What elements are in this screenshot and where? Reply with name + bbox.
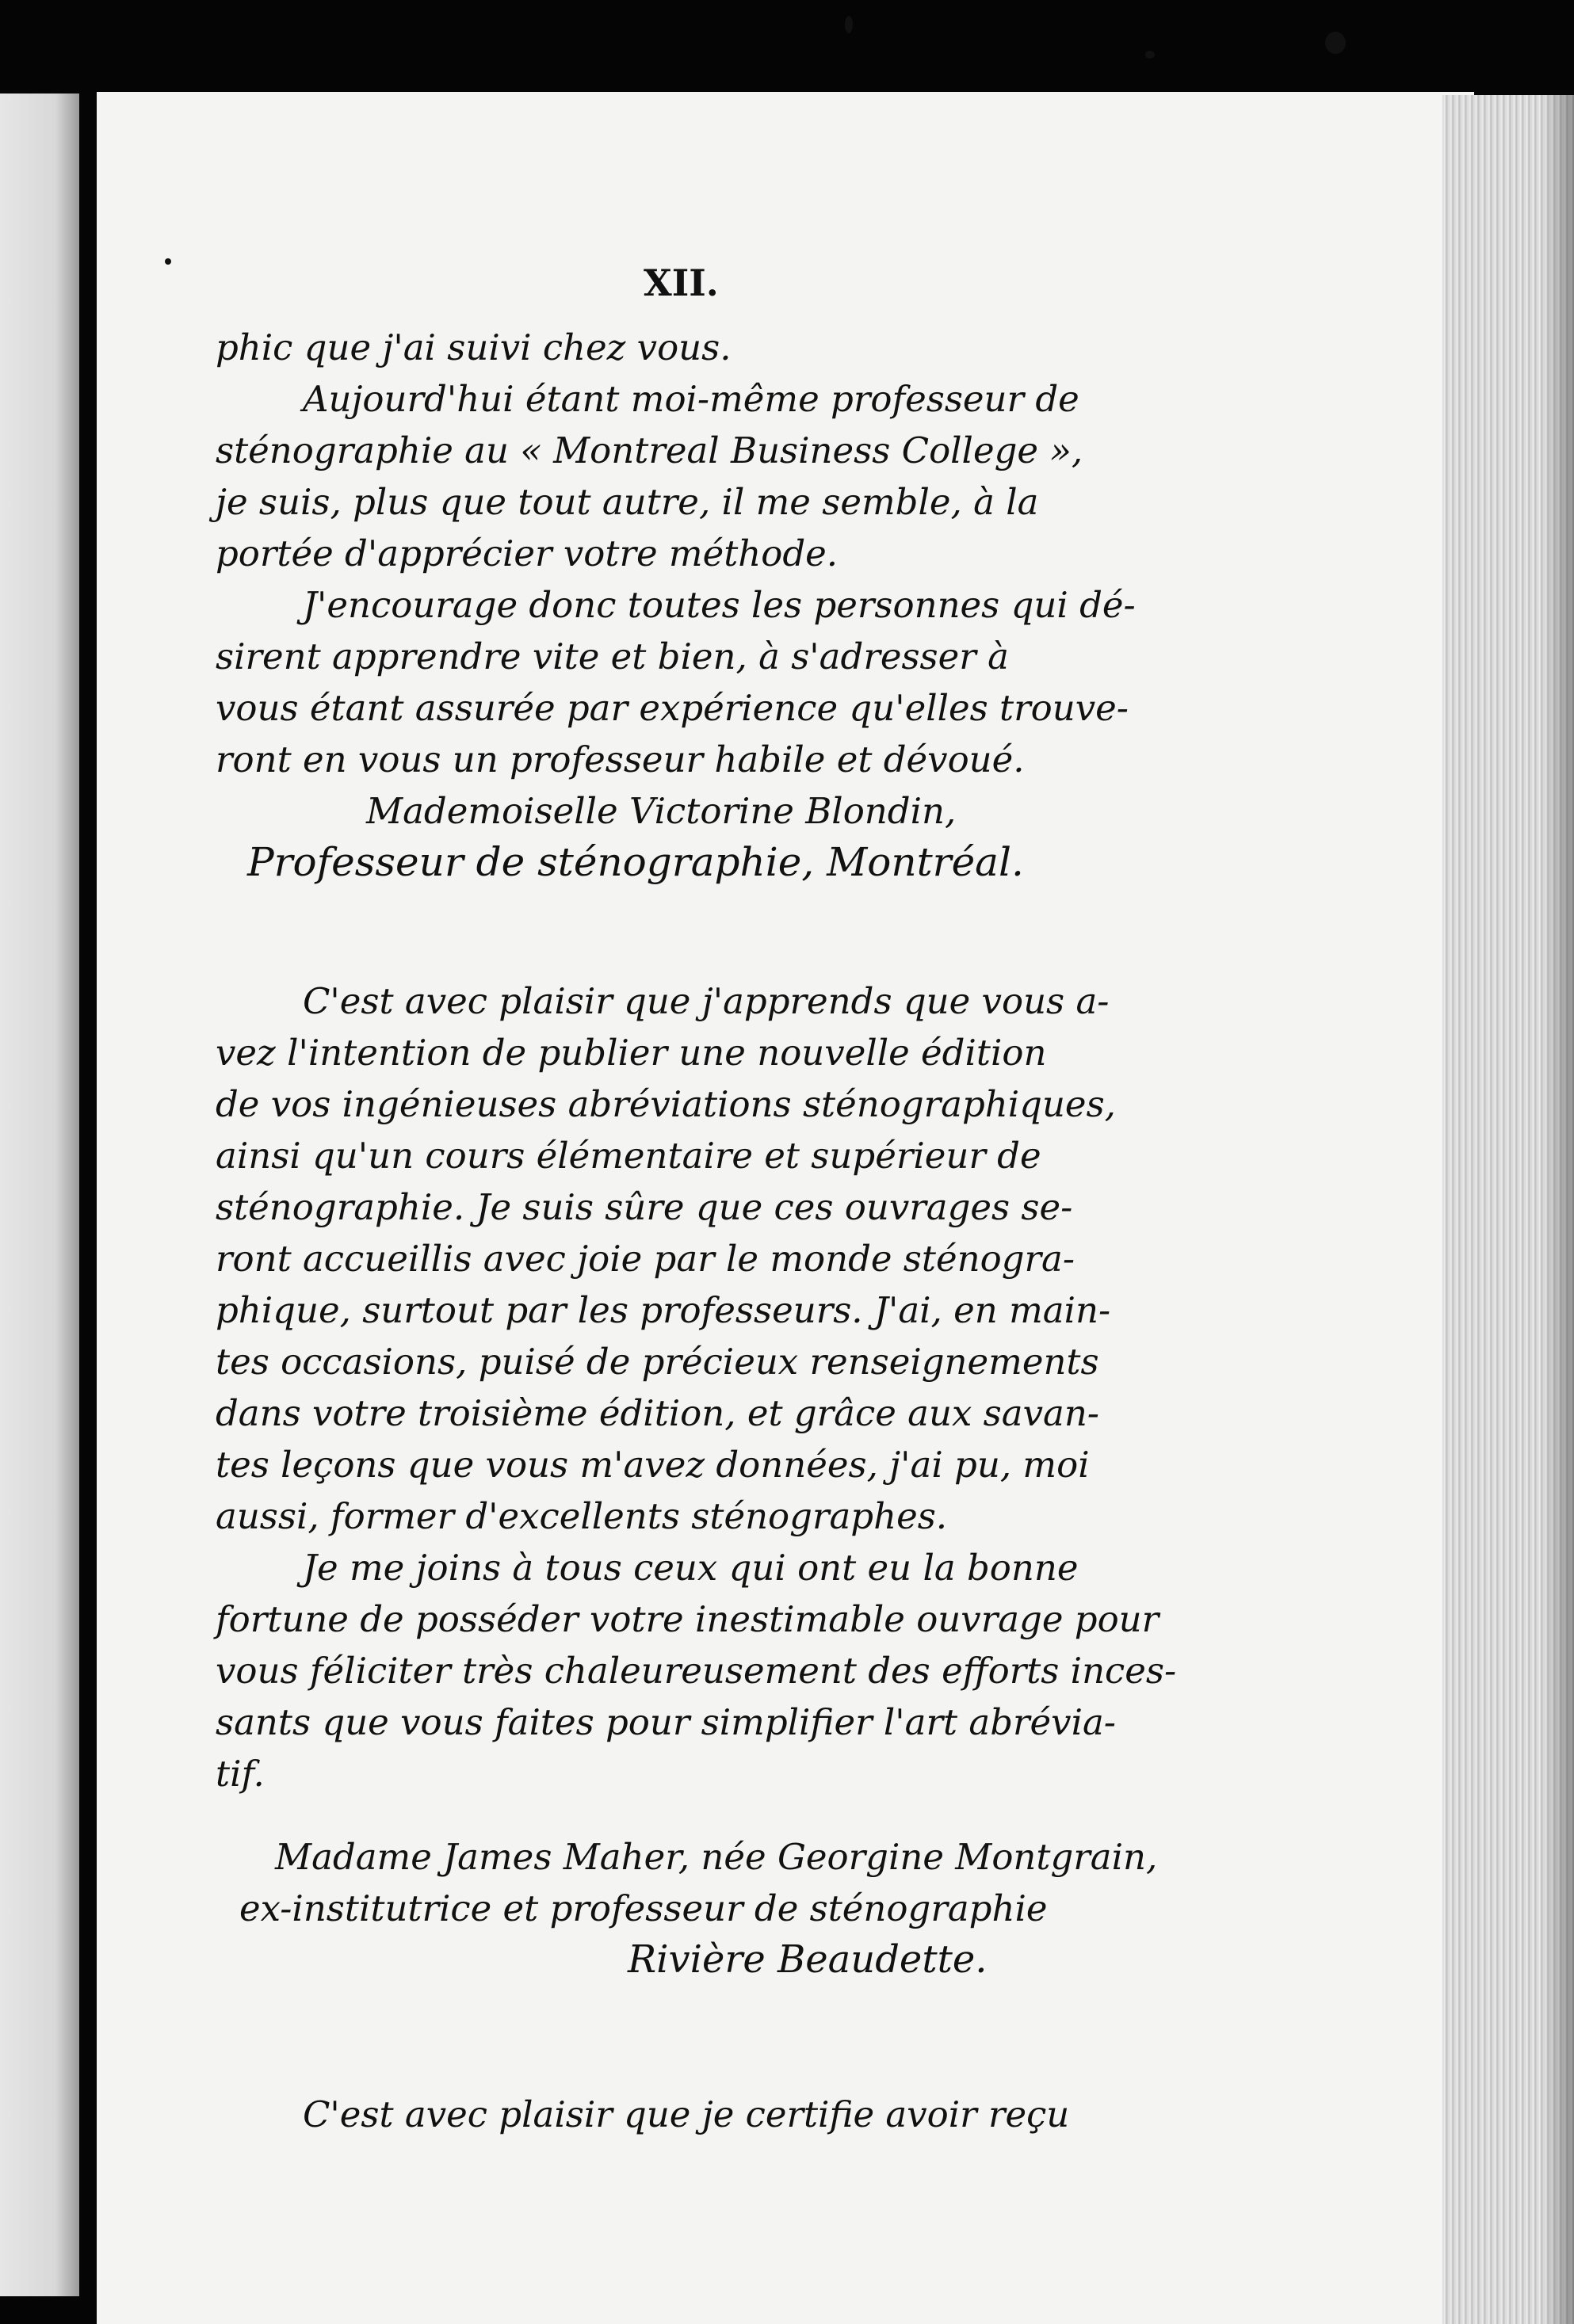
page-stack-edge [1442,95,1574,2324]
signature-name: Madame James Maher, née Georgine Montgrain, [275,1836,1158,1878]
text-line: J'encourage donc toutes les personnes qui dé- [303,584,1136,626]
text-line: aussi, former d'excellents sténographes. [216,1495,948,1537]
text-line: ainsi qu'un cours élémentaire et supérieur de [216,1135,1041,1177]
ink-speck [1145,51,1155,59]
text-line: tes occasions, puisé de précieux renseignements [216,1341,1099,1383]
text-line: dans votre troisième édition, et grâce aux savan- [216,1392,1100,1434]
text-line: phic que j'ai suivi chez vous. [216,326,732,368]
ink-speck [165,258,171,265]
signature-title: Professeur de sténographie, Montréal. [247,839,1024,885]
signature-place: Rivière Beaudette. [628,1937,988,1982]
page-number: XII. [644,261,719,304]
text-line: Je me joins à tous ceux qui ont eu la bonne [303,1547,1079,1589]
text-line: vous étant assurée par expérience qu'elles trouve- [216,687,1129,729]
text-line: de vos ingénieuses abréviations sténographiques, [216,1083,1116,1125]
text-line: sirent apprendre vite et bien, à s'adresser à [216,635,1009,677]
text-line: tif. [216,1753,265,1795]
text-line: portée d'apprécier votre méthode. [216,532,839,574]
text-line: je suis, plus que tout autre, il me semble, à la [216,481,1039,523]
text-line: ront accueillis avec joie par le monde sténogra- [216,1238,1075,1280]
signature-name: Mademoiselle Victorine Blondin, [366,790,957,832]
text-line: tes leçons que vous m'avez données, j'ai pu, moi [216,1444,1090,1486]
text-line: vous féliciter très chaleureusement des efforts inces- [216,1650,1177,1692]
text-line: Aujourd'hui étant moi-même professeur de [303,378,1079,420]
text-line: vez l'intention de publier une nouvelle édition [216,1032,1047,1074]
ink-speck [1325,32,1346,54]
text-line: C'est avec plaisir que j'apprends que vous a- [303,980,1110,1022]
facing-page-edge [0,93,79,2296]
text-line: phique, surtout par les professeurs. J'ai, en main- [216,1289,1111,1331]
text-line: fortune de posséder votre inestimable ouvrage pour [216,1598,1159,1640]
text-line: C'est avec plaisir que je certifie avoir reçu [303,2093,1070,2135]
text-line: sténographie au « Montreal Business College », [216,429,1083,471]
handwritten-text [216,261,1214,2140]
signature-title: ex-institutrice et professeur de sténographie [239,1887,1048,1929]
text-line: sténographie. Je suis sûre que ces ouvrages se- [216,1186,1073,1228]
text-line: ront en vous un professeur habile et dévoué. [216,738,1025,780]
text-line: sants que vous faites pour simplifier l'art abrévia- [216,1701,1117,1743]
ink-speck [845,16,853,33]
